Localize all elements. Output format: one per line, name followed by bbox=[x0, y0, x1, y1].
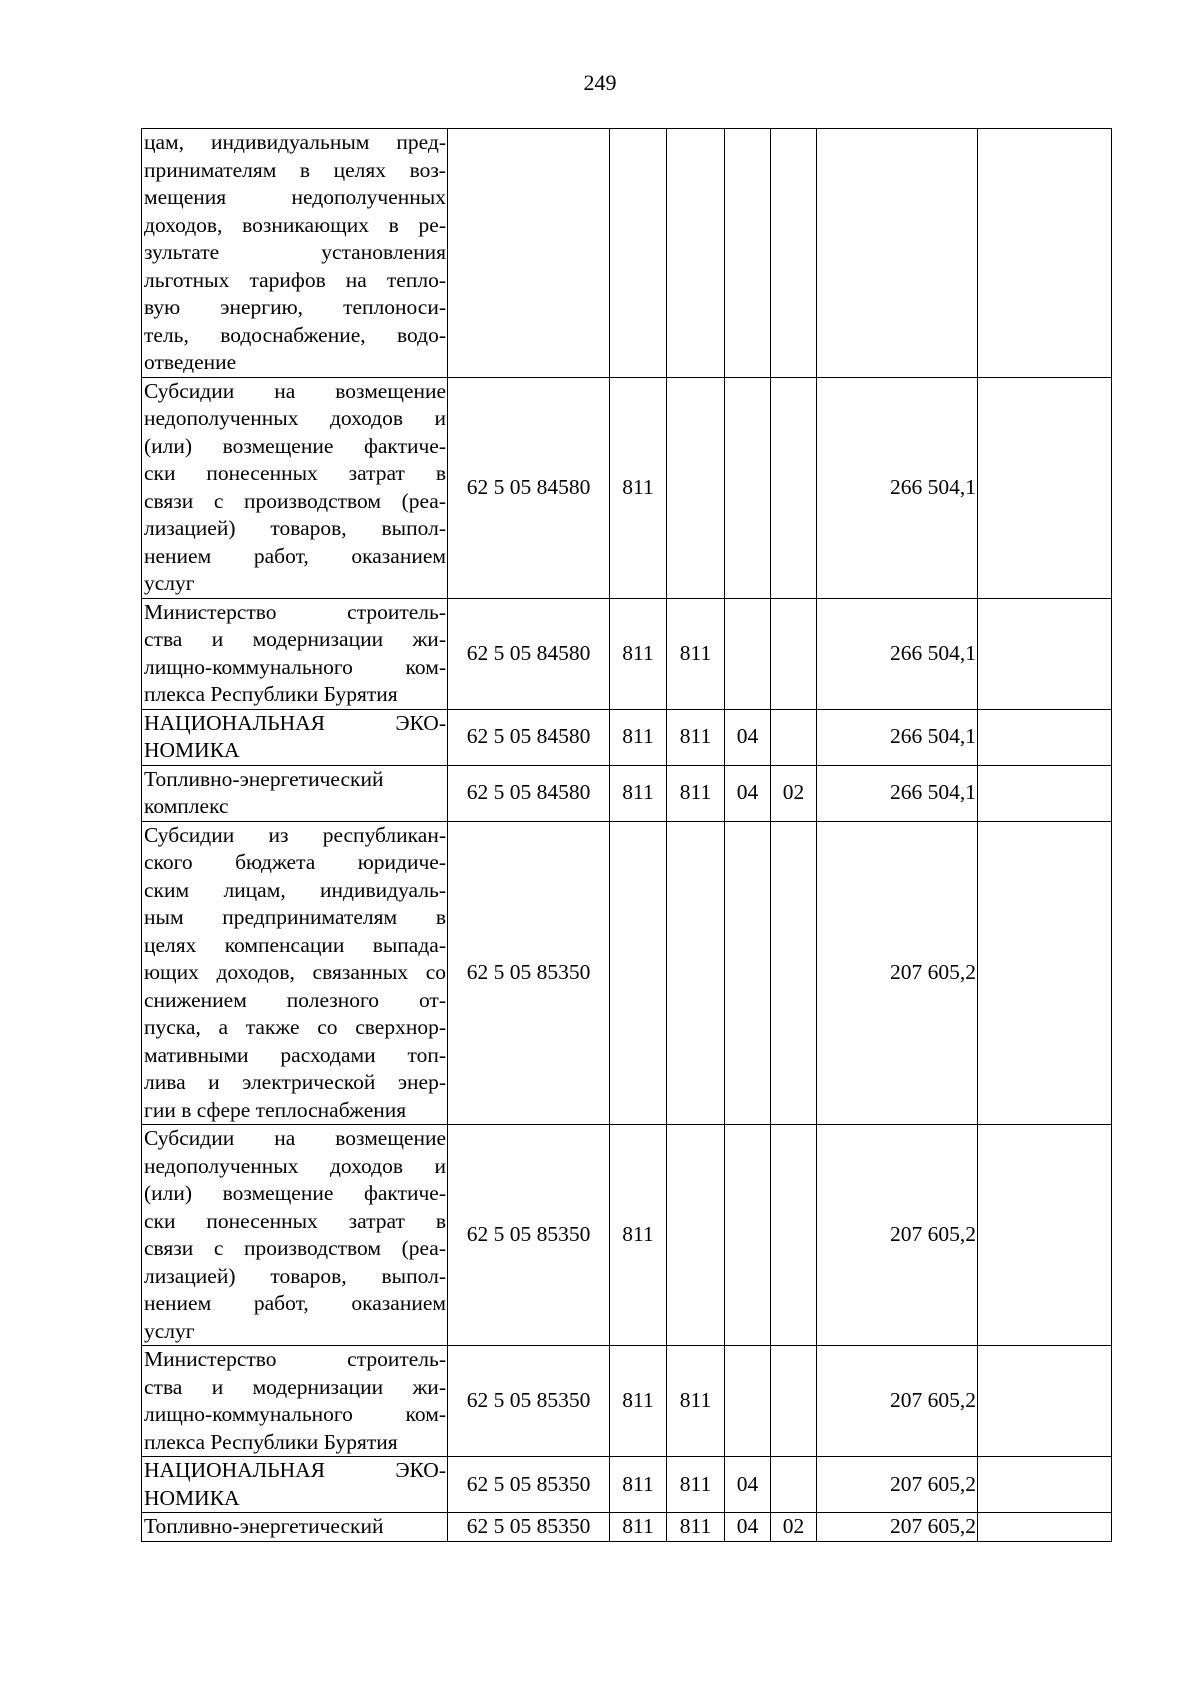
name-word: снижением bbox=[144, 987, 247, 1012]
section-cell bbox=[725, 821, 771, 1125]
name-word: возмещение bbox=[222, 433, 334, 458]
name-word: понесенных bbox=[206, 1208, 318, 1233]
name-word: водоснабжение, bbox=[220, 322, 366, 347]
item-name-line bbox=[144, 1208, 446, 1236]
name-word: выпада- bbox=[372, 932, 446, 957]
item-name-line bbox=[144, 877, 446, 905]
item-name-line bbox=[144, 433, 446, 461]
name-word: жи- bbox=[412, 1374, 446, 1399]
amount-cell: 266 504,1 bbox=[817, 765, 978, 821]
name-word: пред- bbox=[396, 130, 446, 154]
name-word: предпринимателям bbox=[222, 905, 398, 929]
name-word: работ, bbox=[253, 543, 309, 568]
name-word: (реа- bbox=[401, 1236, 446, 1260]
subsection-cell bbox=[771, 709, 817, 765]
name-word: ком- bbox=[405, 654, 446, 679]
amount-cell: 266 504,1 bbox=[817, 377, 978, 598]
name-word: производством bbox=[244, 1236, 381, 1260]
item-name-line bbox=[144, 239, 446, 267]
item-name-line: отведение bbox=[144, 350, 237, 374]
name-word: (реа- bbox=[401, 488, 446, 513]
name-word: из bbox=[268, 822, 289, 847]
name-word: бюджета bbox=[235, 850, 316, 874]
item-name-line bbox=[144, 543, 446, 571]
item-name-cell bbox=[142, 1457, 448, 1513]
item-name-line bbox=[144, 654, 446, 682]
name-word: возмещение bbox=[222, 1181, 334, 1205]
name-word: индивидуальным bbox=[211, 130, 370, 154]
name-word: водо- bbox=[397, 322, 446, 347]
target-article-code-cell: 62 5 05 85350 bbox=[448, 1513, 610, 1542]
name-word: лищно-коммунального bbox=[144, 654, 353, 679]
item-name-line bbox=[144, 599, 446, 627]
target-article-code-cell: 62 5 05 85350 bbox=[448, 1125, 610, 1346]
name-word: тель, bbox=[144, 322, 189, 347]
name-word: Субсидии bbox=[144, 822, 235, 847]
item-name-cell bbox=[142, 821, 448, 1125]
item-name-line bbox=[144, 1125, 446, 1153]
item-name-line bbox=[144, 460, 446, 488]
name-word: ским bbox=[144, 877, 190, 902]
item-name-line bbox=[144, 904, 446, 932]
name-word: в bbox=[435, 905, 446, 929]
name-word: лива bbox=[144, 1070, 186, 1094]
item-name-cell bbox=[142, 1346, 448, 1457]
item-name-line bbox=[144, 932, 446, 960]
amount-cell: 207 605,2 bbox=[817, 821, 978, 1125]
administrator-code-cell: 811 bbox=[667, 1346, 725, 1457]
target-article-code-cell: 62 5 05 85350 bbox=[448, 1457, 610, 1513]
name-word: доходов bbox=[329, 1153, 403, 1178]
name-word: цам, bbox=[144, 130, 185, 154]
name-word: строитель- bbox=[347, 599, 446, 624]
name-word: понесенных bbox=[206, 461, 318, 485]
extra-cell bbox=[978, 765, 1112, 821]
subsection-cell bbox=[771, 1125, 817, 1346]
name-word: производством bbox=[244, 488, 381, 513]
target-article-code-cell: 62 5 05 84580 bbox=[448, 765, 610, 821]
extra-cell bbox=[978, 1125, 1112, 1346]
item-name-line bbox=[144, 129, 446, 157]
name-word: Министерство bbox=[144, 1347, 277, 1371]
name-word: оказанием bbox=[351, 1291, 446, 1315]
name-word: ски bbox=[144, 461, 176, 485]
name-word: ре- bbox=[418, 212, 446, 237]
item-name-line bbox=[144, 405, 446, 433]
extra-cell bbox=[978, 709, 1112, 765]
name-word: ства bbox=[144, 627, 183, 651]
item-name-line: НОМИКА bbox=[144, 738, 240, 762]
name-word: индивидуаль- bbox=[320, 877, 446, 902]
subsection-cell bbox=[771, 1457, 817, 1513]
administrator-code-cell: 811 bbox=[667, 1513, 725, 1542]
name-word: компенсации bbox=[224, 932, 345, 957]
name-word: лищно-коммунального bbox=[144, 1402, 353, 1426]
name-word: на bbox=[345, 267, 367, 292]
target-article-code-cell: 62 5 05 84580 bbox=[448, 598, 610, 709]
item-name-cell bbox=[142, 765, 448, 821]
name-word: теплоноси- bbox=[343, 295, 446, 319]
name-word: ющих bbox=[144, 960, 199, 984]
item-name-cell bbox=[142, 709, 448, 765]
item-name-line bbox=[144, 378, 446, 406]
name-word: доходов, bbox=[216, 960, 295, 984]
expense-type-cell: 811 bbox=[610, 377, 667, 598]
name-word: лизацией) bbox=[144, 1263, 236, 1288]
name-word: строитель- bbox=[347, 1347, 446, 1371]
name-word: модернизации bbox=[252, 1374, 384, 1399]
table-row bbox=[142, 1513, 1112, 1542]
name-word: связи bbox=[144, 488, 194, 513]
item-name-line bbox=[144, 987, 446, 1015]
name-word: выпол- bbox=[381, 1263, 446, 1288]
item-name-cell bbox=[142, 377, 448, 598]
section-cell bbox=[725, 1125, 771, 1346]
table-row bbox=[142, 709, 1112, 765]
item-name-line bbox=[144, 157, 446, 185]
extra-cell bbox=[978, 1346, 1112, 1457]
name-word: Субсидии bbox=[144, 1126, 235, 1150]
name-word: работ, bbox=[253, 1291, 309, 1315]
name-word: электрической bbox=[242, 1070, 376, 1094]
item-name-line bbox=[144, 267, 446, 295]
name-word: принимателям bbox=[144, 157, 277, 182]
item-name-line bbox=[144, 1457, 446, 1485]
name-word: целях bbox=[144, 932, 197, 957]
name-word: топ- bbox=[407, 1042, 446, 1067]
name-word: ски bbox=[144, 1208, 176, 1233]
amount-cell: 207 605,2 bbox=[817, 1457, 978, 1513]
item-name-line bbox=[144, 515, 446, 543]
name-word: расходами bbox=[280, 1042, 376, 1067]
section-cell bbox=[725, 1346, 771, 1457]
item-name-line: плекса Республики Бурятия bbox=[144, 1429, 398, 1454]
item-name-line bbox=[144, 1401, 446, 1429]
table-row bbox=[142, 1346, 1112, 1457]
target-article-code-cell: 62 5 05 85350 bbox=[448, 821, 610, 1125]
name-word: в bbox=[299, 157, 311, 182]
budget-table bbox=[141, 128, 1112, 1542]
item-name-line bbox=[144, 1042, 446, 1070]
subsection-cell bbox=[771, 1346, 817, 1457]
administrator-code-cell: 811 bbox=[667, 598, 725, 709]
name-word: тарифов bbox=[249, 267, 326, 292]
name-word: сверхнор- bbox=[355, 1015, 446, 1039]
name-word: в bbox=[388, 212, 399, 237]
name-word: от- bbox=[418, 987, 446, 1012]
item-name-line: НОМИКА bbox=[144, 1485, 240, 1510]
item-name-line bbox=[144, 1153, 446, 1181]
expense-type-cell bbox=[610, 129, 667, 378]
expense-type-cell: 811 bbox=[610, 765, 667, 821]
name-word: полезного bbox=[286, 987, 380, 1012]
subsection-cell: 02 bbox=[771, 765, 817, 821]
table-row bbox=[142, 377, 1112, 598]
administrator-code-cell: 811 bbox=[667, 1457, 725, 1513]
item-name-line bbox=[144, 1263, 446, 1291]
item-name-line: гии в сфере теплоснабжения bbox=[144, 1097, 407, 1122]
name-word: недополученных bbox=[144, 406, 299, 430]
name-word: с bbox=[213, 1236, 224, 1260]
name-word: доходов bbox=[329, 406, 403, 430]
section-cell bbox=[725, 129, 771, 378]
item-name-line bbox=[144, 1069, 446, 1097]
name-word: Субсидии bbox=[144, 378, 235, 403]
name-word: лицам, bbox=[223, 877, 286, 902]
page-number: 249 bbox=[583, 70, 617, 95]
section-cell bbox=[725, 598, 771, 709]
item-name-line bbox=[144, 710, 446, 738]
amount-cell: 266 504,1 bbox=[817, 598, 978, 709]
extra-cell bbox=[978, 377, 1112, 598]
administrator-code-cell bbox=[667, 821, 725, 1125]
name-word: (или) bbox=[144, 433, 193, 458]
item-name-line: комплекс bbox=[144, 794, 229, 818]
item-name-line: услуг bbox=[144, 1318, 195, 1343]
name-word: республикан- bbox=[322, 822, 446, 847]
expense-type-cell: 811 bbox=[610, 1125, 667, 1346]
name-word: возмещение bbox=[335, 1126, 446, 1150]
table-row bbox=[142, 1125, 1112, 1346]
name-word: недополученных bbox=[144, 1153, 299, 1178]
name-word: льготных bbox=[144, 267, 230, 292]
name-word: юридиче- bbox=[357, 850, 446, 874]
table-row bbox=[142, 598, 1112, 709]
name-word: ства bbox=[144, 1374, 183, 1399]
name-word: также bbox=[245, 1015, 300, 1039]
table-row bbox=[142, 1457, 1112, 1513]
name-word: товаров, bbox=[270, 1263, 347, 1288]
name-word: затрат bbox=[348, 1208, 405, 1233]
name-word: в bbox=[435, 1208, 446, 1233]
item-name-line bbox=[144, 212, 446, 240]
extra-cell bbox=[978, 1513, 1112, 1542]
name-word: в bbox=[435, 461, 446, 485]
item-name-line bbox=[144, 488, 446, 516]
name-word: НАЦИОНАЛЬНАЯ bbox=[144, 1458, 326, 1482]
name-word: на bbox=[274, 378, 296, 403]
name-word: ком- bbox=[405, 1402, 446, 1426]
administrator-code-cell bbox=[667, 377, 725, 598]
name-word: энер- bbox=[397, 1070, 446, 1094]
amount-cell: 207 605,2 bbox=[817, 1346, 978, 1457]
amount-cell: 266 504,1 bbox=[817, 709, 978, 765]
item-name-line bbox=[144, 849, 446, 877]
amount-cell: 207 605,2 bbox=[817, 1125, 978, 1346]
name-word: ского bbox=[144, 850, 193, 874]
table-row bbox=[142, 129, 1112, 378]
name-word: жи- bbox=[412, 627, 446, 651]
item-name-line: Топливно-энергетический bbox=[144, 1514, 384, 1538]
name-word: лизацией) bbox=[144, 516, 236, 540]
item-name-line bbox=[144, 959, 446, 987]
item-name-cell bbox=[142, 598, 448, 709]
subsection-cell bbox=[771, 129, 817, 378]
name-word: мативными bbox=[144, 1042, 249, 1067]
name-word: установления bbox=[321, 240, 446, 264]
name-word: тепло- bbox=[386, 267, 446, 292]
item-name-line bbox=[144, 1180, 446, 1208]
item-name-cell bbox=[142, 1513, 448, 1542]
item-name-cell bbox=[142, 1125, 448, 1346]
name-word: ЭКО- bbox=[395, 1458, 446, 1482]
item-name-line bbox=[144, 1374, 446, 1402]
item-name-line bbox=[144, 822, 446, 850]
name-word: нением bbox=[144, 1291, 212, 1315]
expense-type-cell: 811 bbox=[610, 1346, 667, 1457]
amount-cell: 207 605,2 bbox=[817, 1513, 978, 1542]
extra-cell bbox=[978, 129, 1112, 378]
name-word: (или) bbox=[144, 1181, 193, 1205]
name-word: возмещение bbox=[335, 378, 446, 403]
item-name-cell bbox=[142, 129, 448, 378]
item-name-line bbox=[144, 294, 446, 322]
item-name-line bbox=[144, 184, 446, 212]
expense-type-cell: 811 bbox=[610, 1513, 667, 1542]
amount-cell bbox=[817, 129, 978, 378]
name-word: недополученных bbox=[291, 185, 446, 209]
administrator-code-cell: 811 bbox=[667, 765, 725, 821]
name-word: на bbox=[274, 1126, 296, 1150]
name-word: товаров, bbox=[270, 516, 347, 540]
subsection-cell: 02 bbox=[771, 1513, 817, 1542]
subsection-cell bbox=[771, 598, 817, 709]
section-cell bbox=[725, 377, 771, 598]
name-word: зультате bbox=[144, 240, 220, 264]
subsection-cell bbox=[771, 821, 817, 1125]
target-article-code-cell bbox=[448, 129, 610, 378]
name-word: и bbox=[434, 406, 446, 430]
name-word: вую bbox=[144, 295, 181, 319]
item-name-line bbox=[144, 1290, 446, 1318]
name-word: ным bbox=[144, 905, 184, 929]
name-word: мещения bbox=[144, 185, 227, 209]
name-word: модернизации bbox=[252, 627, 384, 651]
name-word: и bbox=[211, 627, 224, 651]
expense-type-cell: 811 bbox=[610, 1457, 667, 1513]
name-word: с bbox=[213, 488, 224, 513]
name-word: оказанием bbox=[351, 543, 446, 568]
name-word: а bbox=[218, 1015, 229, 1039]
table-row bbox=[142, 765, 1112, 821]
expense-type-cell: 811 bbox=[610, 709, 667, 765]
name-word: фактиче- bbox=[363, 1181, 446, 1205]
name-word: энергию, bbox=[220, 295, 304, 319]
name-word: ЭКО- bbox=[395, 710, 446, 735]
name-word: выпол- bbox=[381, 516, 446, 540]
name-word: затрат bbox=[348, 461, 405, 485]
section-cell: 04 bbox=[725, 765, 771, 821]
administrator-code-cell: 811 bbox=[667, 709, 725, 765]
section-cell: 04 bbox=[725, 1457, 771, 1513]
name-word: пуска, bbox=[144, 1015, 201, 1039]
name-word: и bbox=[434, 1153, 446, 1178]
item-name-line bbox=[144, 1014, 446, 1042]
name-word: возникающих bbox=[242, 212, 369, 237]
item-name-line bbox=[144, 1346, 446, 1374]
table-row bbox=[142, 821, 1112, 1125]
target-article-code-cell: 62 5 05 84580 bbox=[448, 709, 610, 765]
subsection-cell bbox=[771, 377, 817, 598]
name-word: нением bbox=[144, 543, 212, 568]
extra-cell bbox=[978, 1457, 1112, 1513]
item-name-line: услуг bbox=[144, 571, 195, 595]
expense-type-cell: 811 bbox=[610, 598, 667, 709]
item-name-line bbox=[144, 1235, 446, 1263]
administrator-code-cell bbox=[667, 129, 725, 378]
name-word: и bbox=[208, 1070, 220, 1094]
name-word: фактиче- bbox=[363, 433, 446, 458]
name-word: со bbox=[425, 960, 446, 984]
name-word: воз- bbox=[409, 157, 446, 182]
section-cell: 04 bbox=[725, 709, 771, 765]
name-word: доходов, bbox=[144, 212, 223, 237]
target-article-code-cell: 62 5 05 84580 bbox=[448, 377, 610, 598]
administrator-code-cell bbox=[667, 1125, 725, 1346]
name-word: целях bbox=[333, 157, 387, 182]
name-word: Министерство bbox=[144, 599, 277, 624]
item-name-line: Топливно-энергетический bbox=[144, 766, 384, 791]
expense-type-cell bbox=[610, 821, 667, 1125]
table-body bbox=[142, 129, 1112, 1542]
name-word: со bbox=[317, 1015, 338, 1039]
section-cell: 04 bbox=[725, 1513, 771, 1542]
name-word: связи bbox=[144, 1236, 194, 1260]
name-word: связанных bbox=[312, 960, 409, 984]
item-name-line bbox=[144, 322, 446, 350]
name-word: НАЦИОНАЛЬНАЯ bbox=[144, 710, 326, 735]
extra-cell bbox=[978, 598, 1112, 709]
item-name-line bbox=[144, 626, 446, 654]
name-word: и bbox=[211, 1374, 224, 1399]
extra-cell bbox=[978, 821, 1112, 1125]
item-name-line: плекса Республики Бурятия bbox=[144, 682, 398, 706]
target-article-code-cell: 62 5 05 85350 bbox=[448, 1346, 610, 1457]
